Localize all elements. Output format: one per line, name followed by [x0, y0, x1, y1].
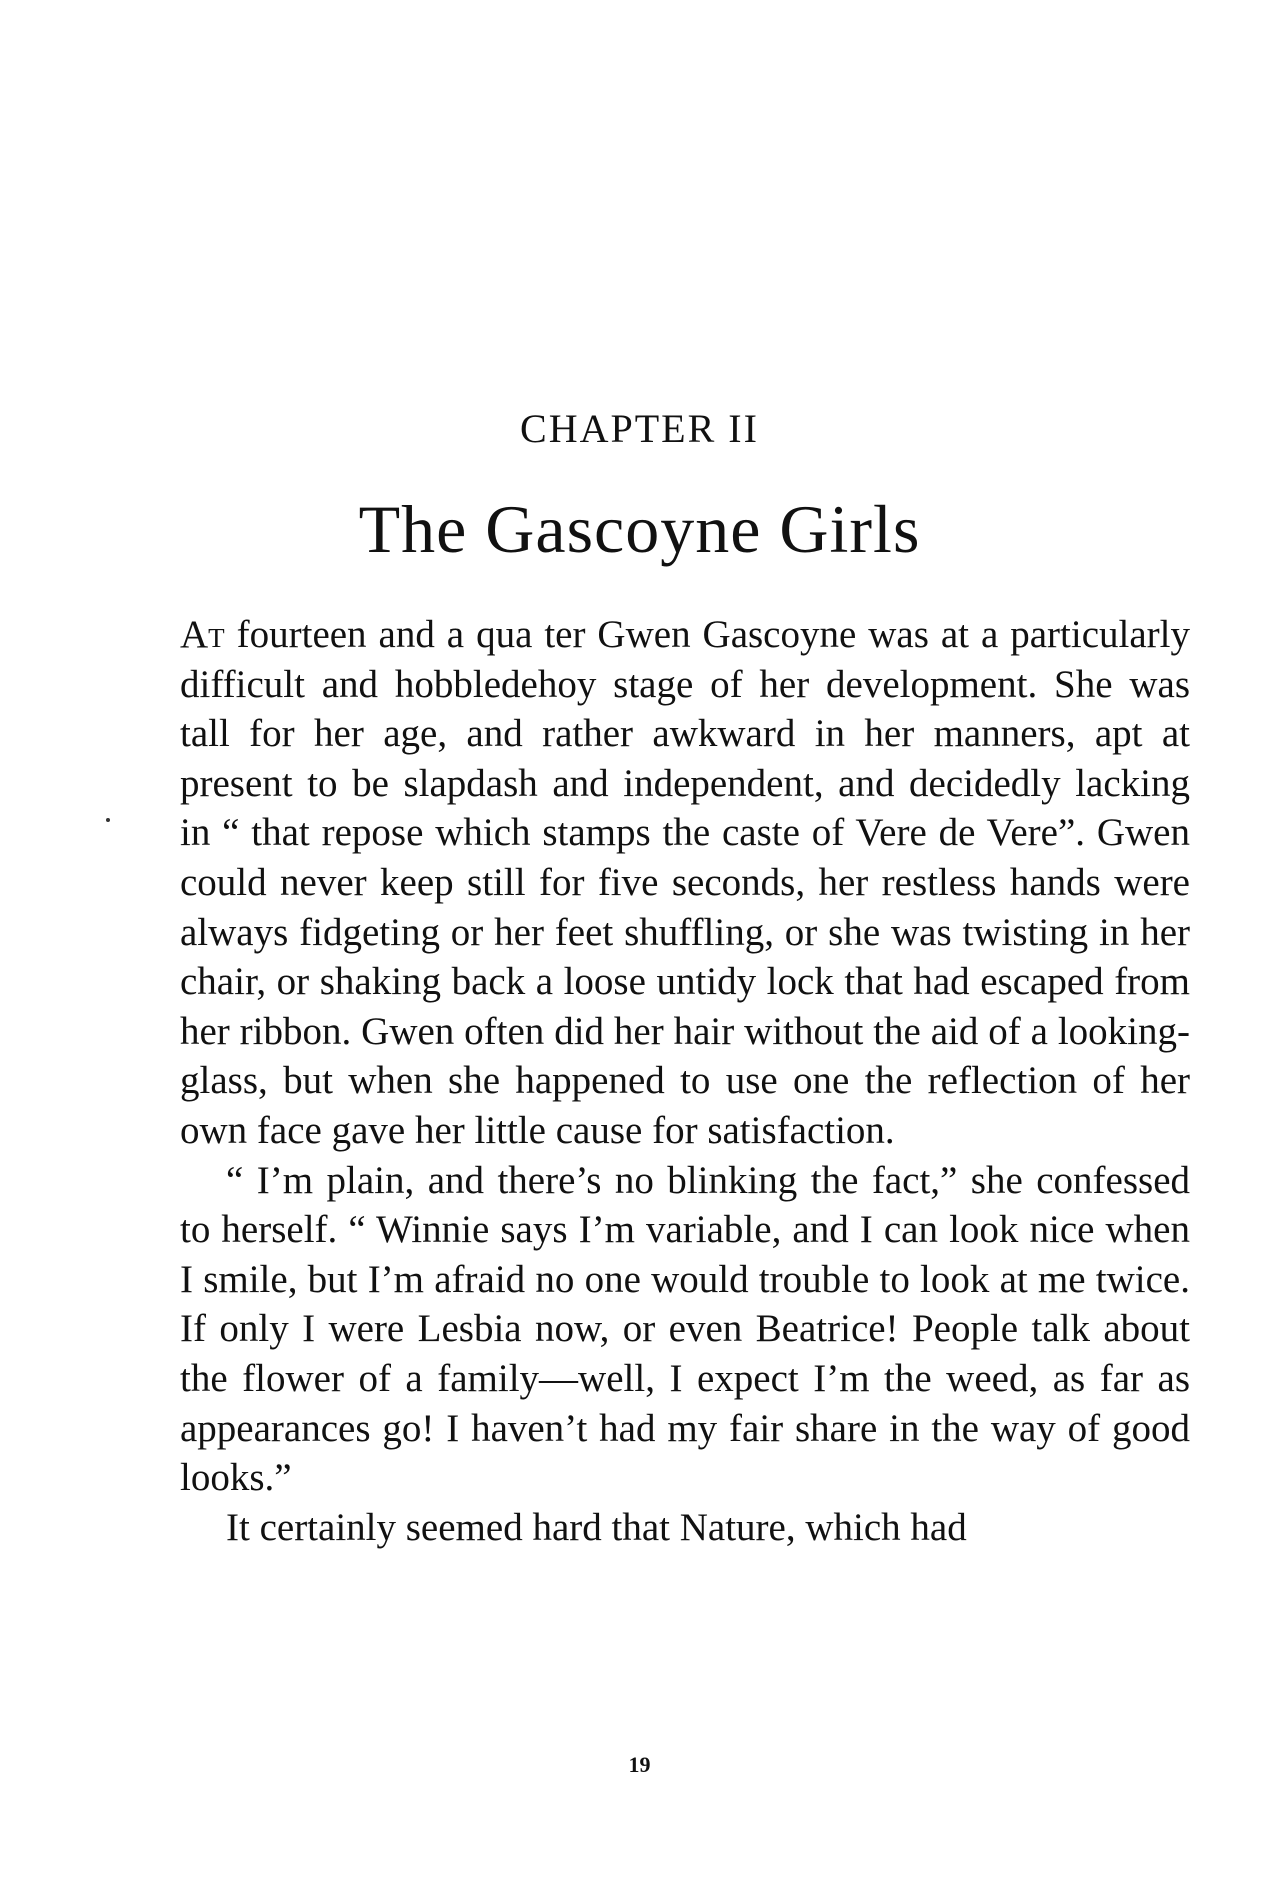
- paragraph-1: [180, 610, 1190, 1156]
- paragraph-3: It certainly seemed hard that Nature, which had: [226, 1505, 967, 1549]
- chapter-label: CHAPTER II: [520, 406, 759, 451]
- page-number: 19: [628, 1752, 651, 1777]
- paragraph-1-text: fourteen and a qua ter Gwen Gascoyne was at a particularly difficult and hobbledehoy stage of her development. She was tall for her age, and rather awkward in her manners, apt at present to be slapdash and independent, and decidedly lacking in “ that repose which stamps the caste of Vere de Vere”. Gwen could never keep still for five seconds, her restless hands were always fidgeting or her feet shuffling, or she was twisting in her chair, or shaking back a loose untidy lock that had escaped from her ribbon. Gwen often did her hair without the aid of a looking-glass, but when she happened to use one the reflection of her own face gave her little cause for satisfaction.: [180, 613, 1190, 1152]
- body-text: [180, 610, 1190, 1552]
- paragraph-2: “ I’m plain, and there’s no blinking the fact,” she confessed to herself. “ Winnie says I’m variable, and I can look nice when I smile, but I’m afraid no one would trouble to look at me twice. If only I were Lesbia now, or even Beatrice! People talk about the flower of a family—well, I expect I’m the weed, as far as appearances go! I haven’t had my fair share in the way of good looks.”: [180, 1158, 1190, 1500]
- chapter-title: The Gascoyne Girls: [358, 491, 921, 567]
- paragraph-lead-word: At: [180, 613, 225, 656]
- paper-speck: [106, 818, 110, 822]
